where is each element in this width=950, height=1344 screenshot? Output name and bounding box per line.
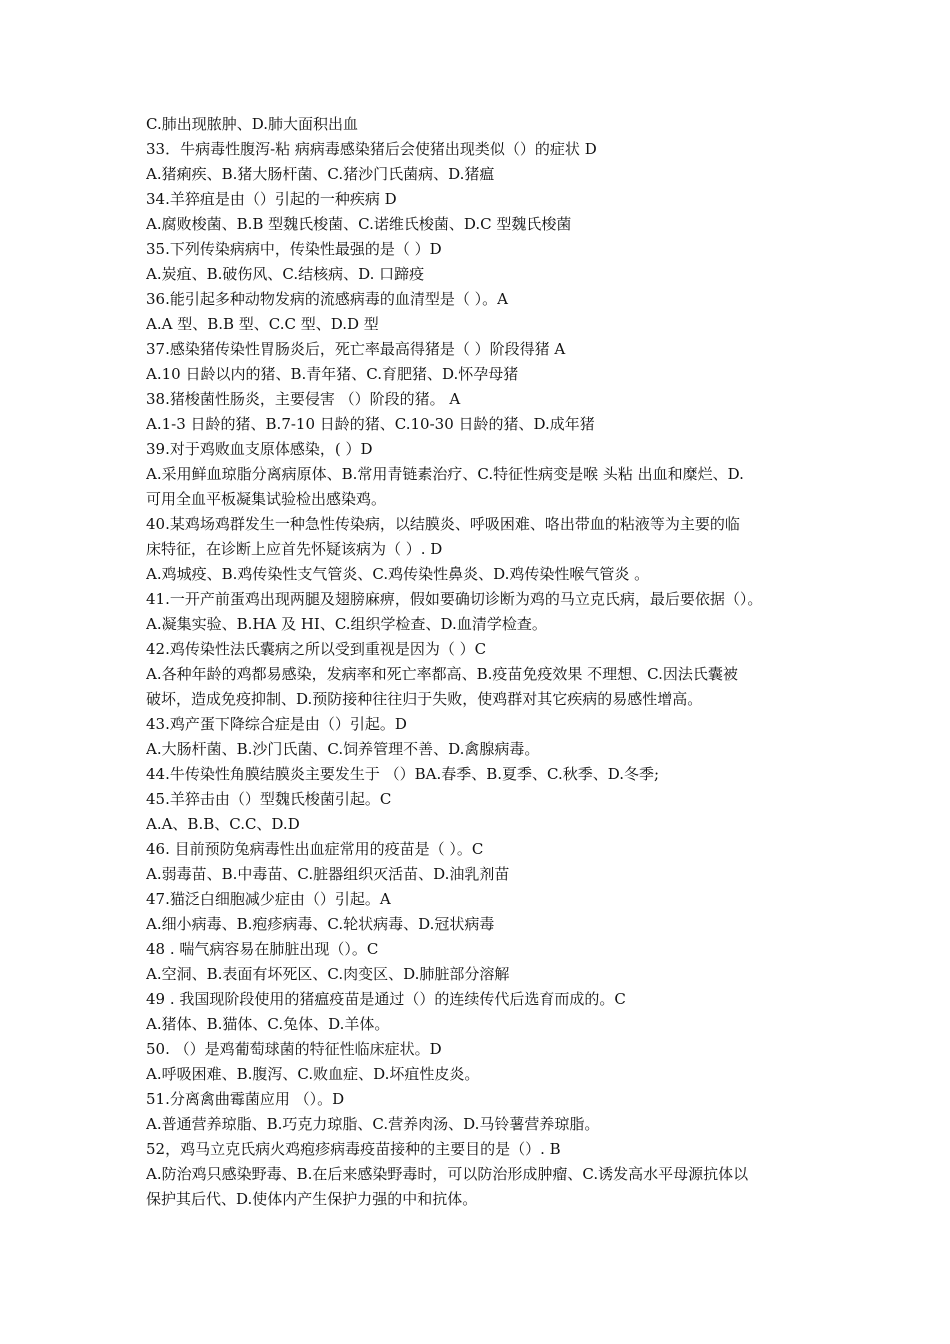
options-40: A.鸡城疫、B.鸡传染性支气管炎、C.鸡传染性鼻炎、D.鸡传染性喉气管炎 。	[146, 565, 650, 583]
options-50: A.呼吸困难、B.腹泻、C.败血症、D.坏疽性皮炎。	[146, 1065, 480, 1083]
options-45: A.A、B.B、C.C、D.D	[146, 815, 300, 833]
document-page	[146, 112, 812, 1212]
question-35: 35.下列传染病病中，传染性最强的是（ ）D	[146, 240, 442, 258]
options-35: A.炭疽、B.破伤风、C.结核病、D. 口蹄疫	[146, 265, 425, 283]
question-34: 34.羊猝疽是由（）引起的一种疾病 D	[146, 190, 397, 208]
question-51: 51.分离禽曲霉菌应用 （）。D	[146, 1090, 345, 1108]
options-46: A.弱毒苗、B.中毒苗、C.脏器组织灭活苗、D.油乳剂苗	[146, 865, 510, 883]
question-40: 40.某鸡场鸡群发生一种急性传染病，以结膜炎、呼吸困难、咯出带血的粘液等为主要的临	[146, 515, 740, 533]
options-43: A.大肠杆菌、B.沙门氏菌、C.饲养管理不善、D.禽腺病毒。	[146, 740, 540, 758]
question-43: 43.鸡产蛋下降综合症是由（）引起。D	[146, 715, 407, 733]
question-38: 38.猪梭菌性肠炎，主要侵害 （）阶段的猪。 A	[146, 390, 461, 408]
options-34: A.腐败梭菌、B.B 型魏氏梭菌、C.诺维氏梭菌、D.C 型魏氏梭菌	[146, 215, 572, 233]
options-48: A.空洞、B.表面有坏死区、C.肉变区、D.肺脏部分溶解	[146, 965, 510, 983]
options-42-cont: 破坏，造成免疫抑制、D.预防接种往往归于失败，使鸡群对其它疾病的易感性增高。	[146, 690, 703, 708]
options-49: A.猪体、B.猫体、C.兔体、D.羊体。	[146, 1015, 390, 1033]
question-45: 45.羊猝击由（）型魏氏梭菌引起。C	[146, 790, 392, 808]
options-47: A.细小病毒、B.疱疹病毒、C.轮状病毒、D.冠状病毒	[146, 915, 495, 933]
question-37: 37.感染猪传染性胃肠炎后，死亡率最高得猪是（ ）阶段得猪 A	[146, 340, 566, 358]
question-50: 50. （）是鸡葡萄球菌的特征性临床症状。D	[146, 1040, 442, 1058]
text-line: C.肺出现脓肿、D.肺大面积出血	[146, 115, 358, 133]
question-44: 44.牛传染性角膜结膜炎主要发生于 （）BA.春季、B.夏季、C.秋季、D.冬季;	[146, 765, 660, 783]
options-51: A.普通营养琼脂、B.巧克力琼脂、C.营养肉汤、D.马铃薯营养琼脂。	[146, 1115, 600, 1133]
options-36: A.A 型、B.B 型、C.C 型、D.D 型	[146, 315, 379, 333]
options-52-cont: 保护其后代、D.使体内产生保护力强的中和抗体。	[146, 1190, 478, 1208]
question-36: 36.能引起多种动物发病的流感病毒的血清型是（ ）。A	[146, 290, 508, 308]
question-33: 33．牛病毒性腹泻-粘 病病毒感染猪后会使猪出现类似（）的症状 D	[146, 140, 597, 158]
options-37: A.10 日龄以内的猪、B.青年猪、C.育肥猪、D.怀孕母猪	[146, 365, 519, 383]
options-38: A.1-3 日龄的猪、B.7-10 日龄的猪、C.10-30 日龄的猪、D.成年猪	[146, 415, 595, 433]
question-47: 47.猫泛白细胞减少症由（）引起。A	[146, 890, 391, 908]
options-52: A.防治鸡只感染野毒、B.在后来感染野毒时，可以防治形成肿瘤、C.诱发高水平母源抗体以	[146, 1165, 749, 1183]
question-39: 39.对于鸡败血支原体感染，( ）D	[146, 440, 373, 458]
question-46: 46. 目前预防兔病毒性出血症常用的疫苗是（ ）。C	[146, 840, 484, 858]
question-52: 52，鸡马立克氏病火鸡疱疹病毒疫苗接种的主要目的是（）. B	[146, 1140, 561, 1158]
options-42: A.各种年龄的鸡都易感染，发病率和死亡率都高、B.疫苗免疫效果 不理想、C.因法氏囊被	[146, 665, 738, 683]
options-41: A.凝集实验、B.HA 及 HI、C.组织学检查、D.血清学检查。	[146, 615, 547, 633]
question-48: 48 . 喘气病容易在肺脏出现（）。C	[146, 940, 379, 958]
question-49: 49 . 我国现阶段使用的猪瘟疫苗是通过（）的连续传代后选育而成的。C	[146, 990, 626, 1008]
question-42: 42.鸡传染性法氏囊病之所以受到重视是因为（ ）C	[146, 640, 487, 658]
question-41: 41.一开产前蛋鸡出现两腿及翅膀麻痹，假如要确切诊断为鸡的马立克氏病，最后要依据（）。	[146, 590, 763, 608]
options-33: A.猪痢疾、B.猪大肠杆菌、C.猪沙门氏菌病、D.猪瘟	[146, 165, 495, 183]
options-39-cont: 可用全血平板凝集试验检出感染鸡。	[146, 490, 387, 508]
options-39: A.采用鲜血琼脂分离病原体、B.常用青链素治疗、C.特征性病变是喉 头粘 出血和糜烂、D.	[146, 465, 744, 483]
question-40-cont: 床特征，在诊断上应首先怀疑该病为（ ）. D	[146, 540, 443, 558]
